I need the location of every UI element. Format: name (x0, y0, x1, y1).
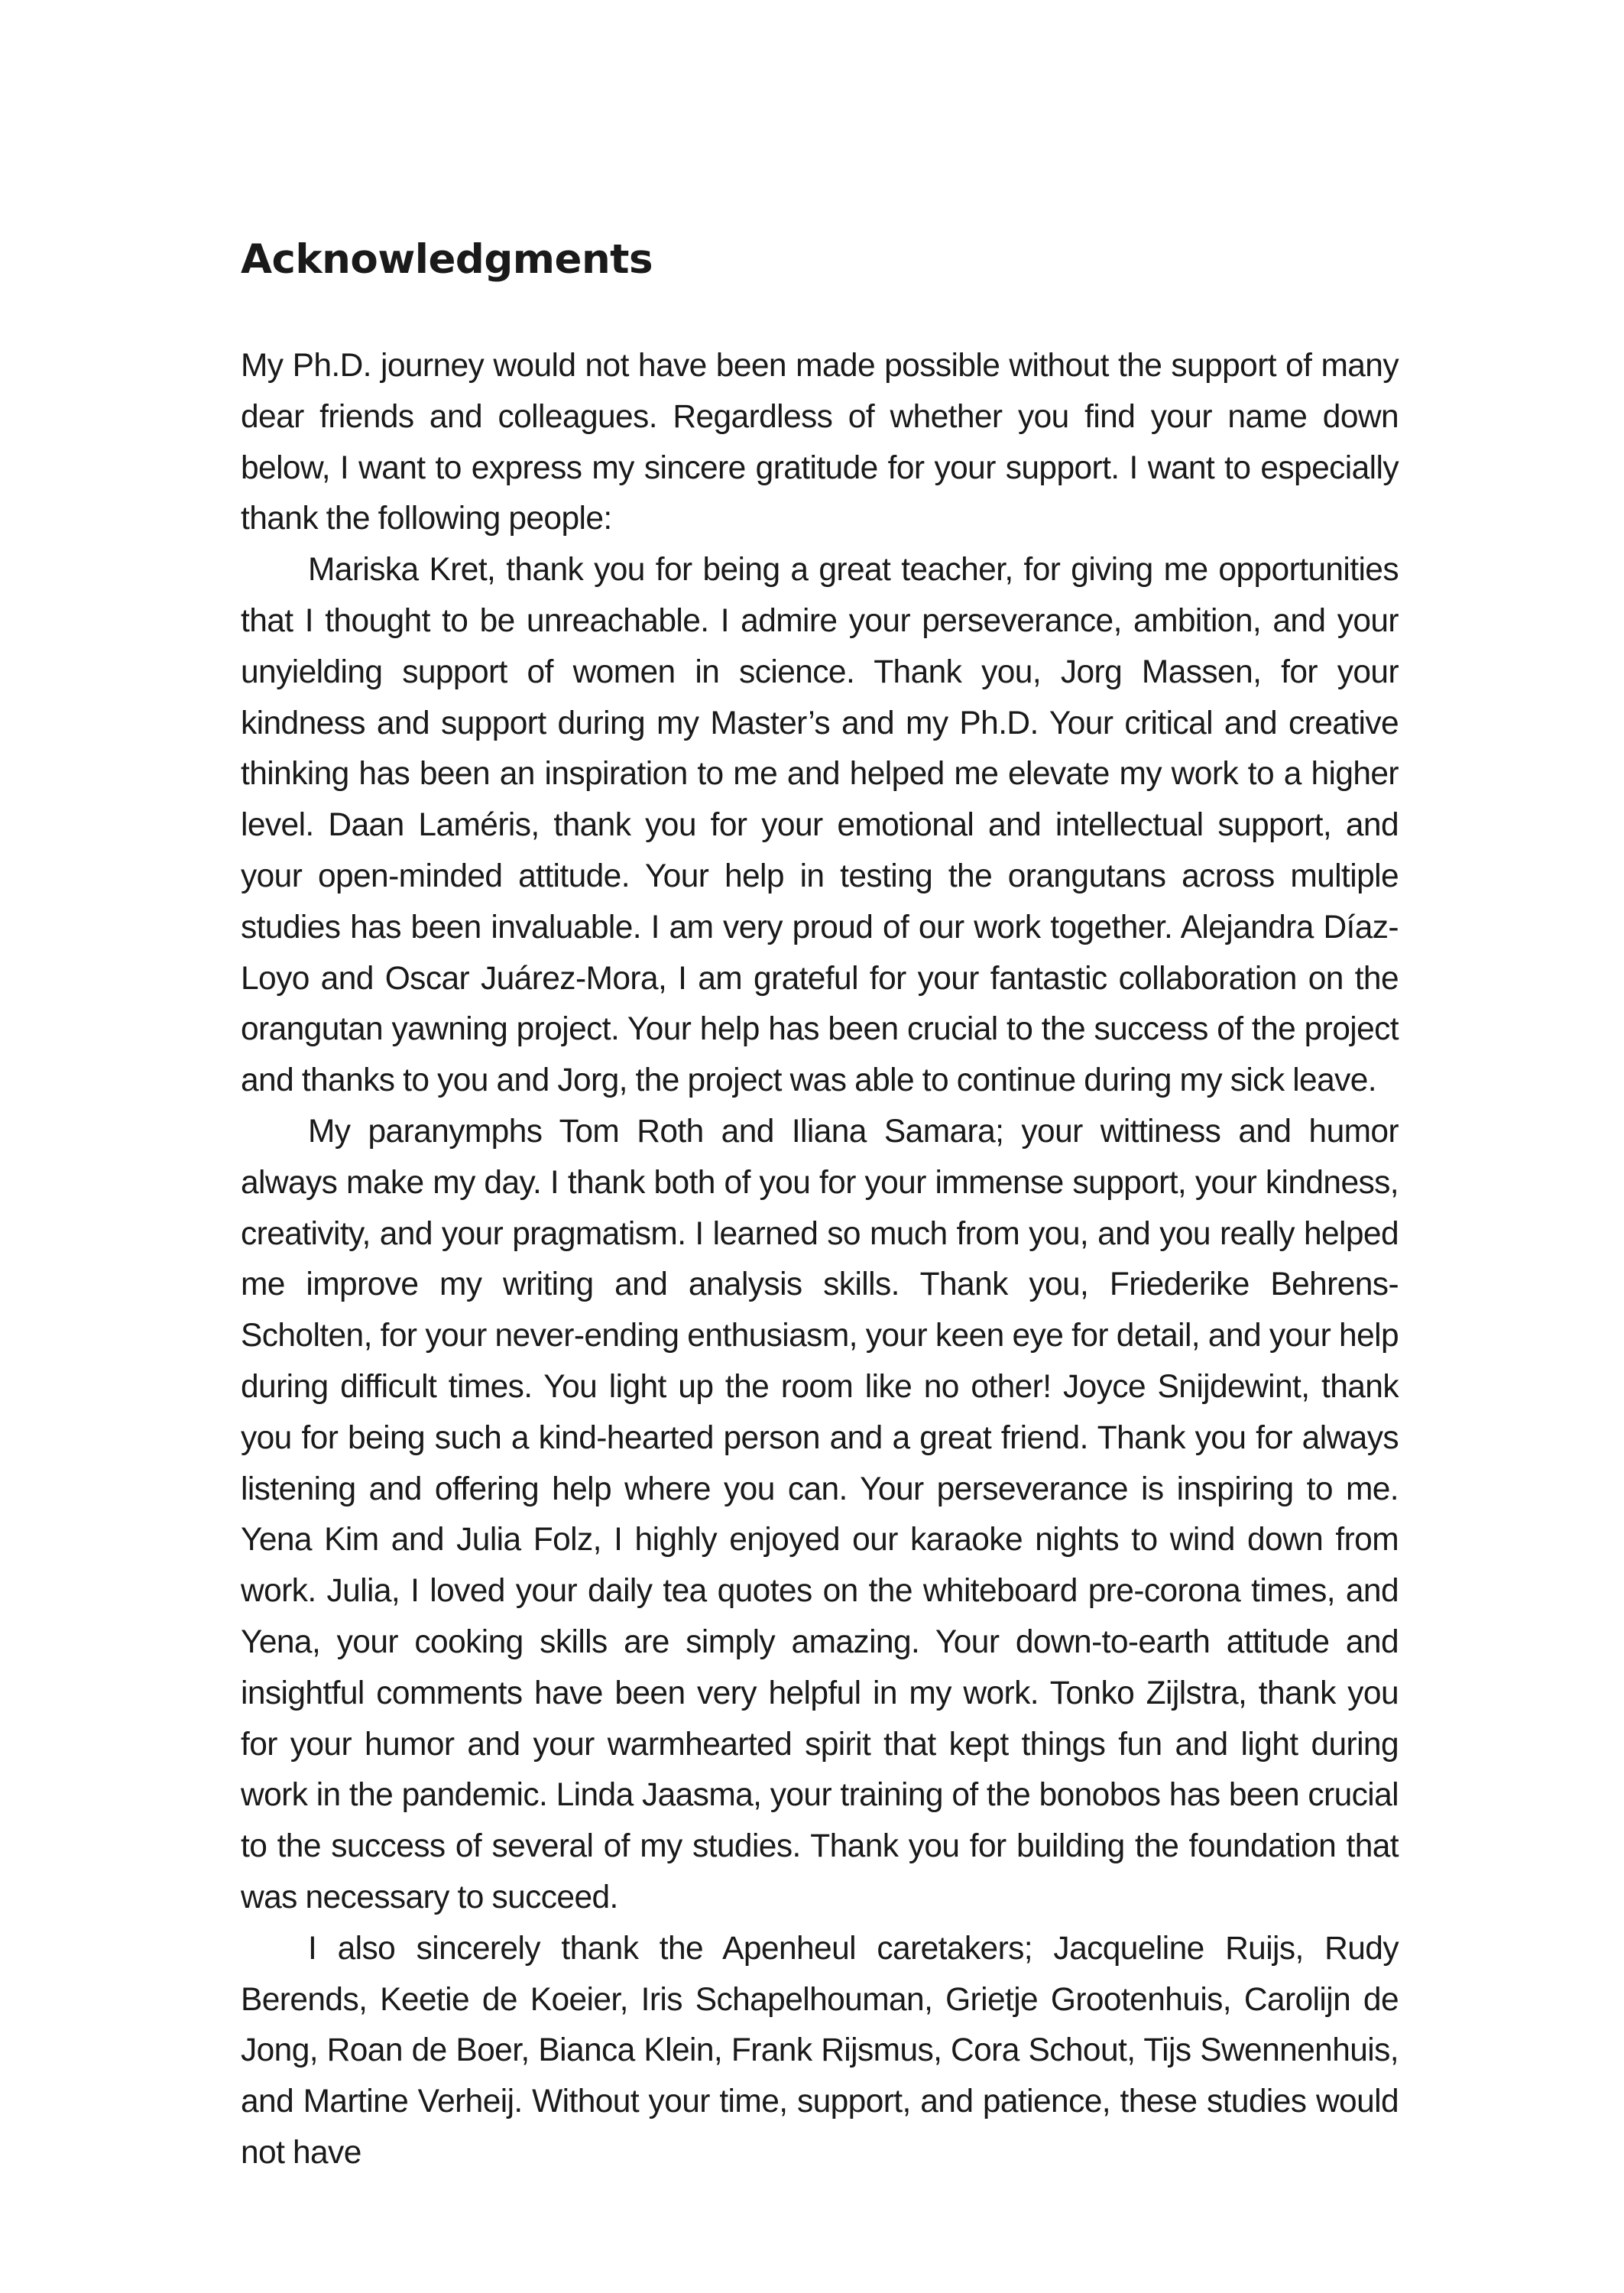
paragraph: I also sincerely thank the Apenheul caretakers; Jacqueline Ruijs, Rudy Berends, Keetie de Koeier, Iris Schapelhouman, Grietje Grootenhuis, Carolijn de Jong, Roan de Boer, Bianca Klein, Frank Rijsmus, Cora Schout, Tijs Swennenhuis, and Martine Verheij. Without your time, support, and patience, these studies would not have (241, 1930, 1399, 2171)
paragraph: Mariska Kret, thank you for being a great teacher, for giving me opportunities that I thought to be unreachable. I admire your perseverance, ambition, and your unyielding support of women in science. Thank you, Jorg Massen, for your kindness and support during my Master’s and my Ph.D. Your critical and creative thinking has been an inspiration to me and helped me elevate my work to a higher level. Daan Laméris, thank you for your emotional and intellectual support, and your open-minded attitude. Your help in testing the orangutans across multiple studies has been invaluable. I am very proud of our work together. Alejandra Díaz-Loyo and Oscar Juárez-Mora, I am grateful for your fantastic collaboration on the orangutan yawning project. Your help has been crucial to the success of the project and thanks to you and Jorg, the project was able to continue during my sick leave. (241, 552, 1399, 1099)
paragraph: My Ph.D. journey would not have been made possible without the support of many dear friends and colleagues. Regardless of whether you find your name down below, I want to express my sincere gratitude for your support. I want to especially thank the following people: (241, 348, 1399, 537)
page-title: Acknowledgments (241, 236, 653, 283)
paragraph: My paranymphs Tom Roth and Iliana Samara; your wittiness and humor always make my day. I thank both of you for your immense support, your kindness, creativity, and your pragmatism. I learned so much from you, and you really helped me improve my writing and analysis skills. Thank you, Friederike Behrens-Scholten, for your never-ending enthusiasm, your keen eye for detail, and your help during difficult times. You light up the room like no other! Joyce Snijdewint, thank you for being such a kind-hearted person and a great friend. Thank you for always listening and offering help where you can. Your perseverance is inspiring to me. Yena Kim and Julia Folz, I highly enjoyed our karaoke nights to wind down from work. Julia, I loved your daily tea quotes on the whiteboard pre-corona times, and Yena, your cooking skills are simply amazing. Your down-to-earth attitude and insightful comments have been very helpful in my work. Tonko Zijlstra, thank you for your humor and your warmhearted spirit that kept things fun and light during work in the pandemic. Linda Jaasma, your training of the bonobos has been crucial to the success of several of my studies. Thank you for building the foundation that was necessary to succeed. (241, 1113, 1399, 1915)
body-text (241, 341, 1399, 2179)
